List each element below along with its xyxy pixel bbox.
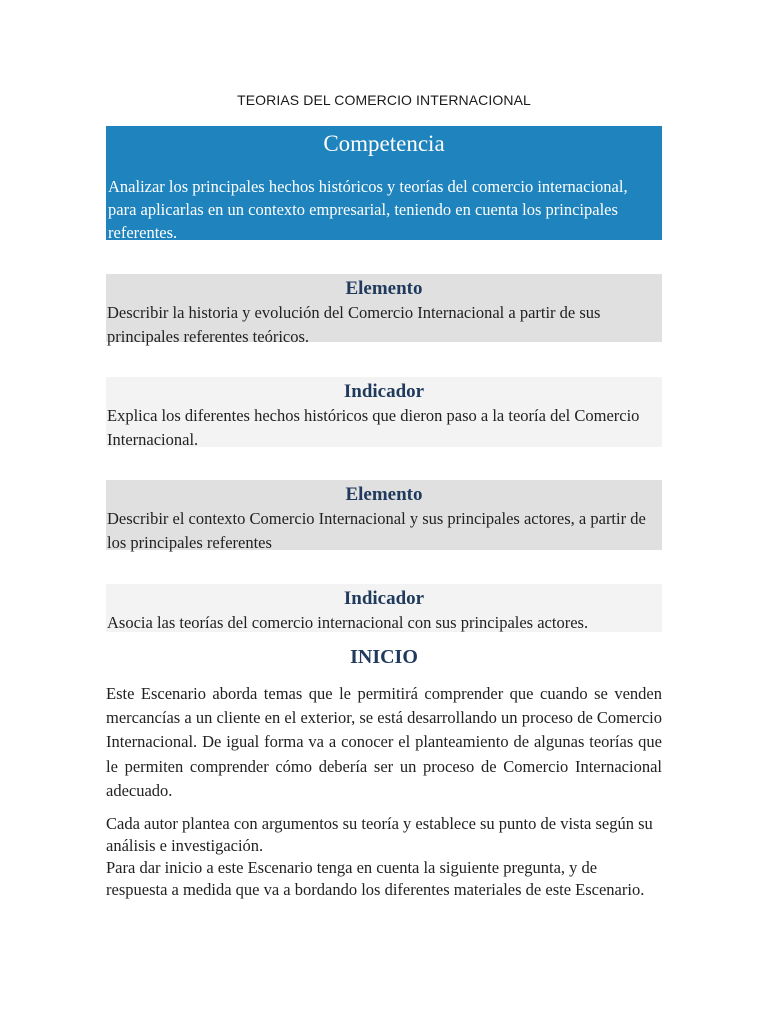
indicador-box-1 bbox=[106, 377, 662, 447]
inicio-paragraph-2-line-1: Cada autor plantea con argumentos su teoría y establece su punto de vista según su análisis e investigación. bbox=[106, 814, 653, 855]
inicio-paragraph-1: Este Escenario aborda temas que le permitirá comprender que cuando se venden mercancías a un cliente en el exterior, se está desarrollando un proceso de Comercio Internacional. De igual forma va a conocer el planteamiento de algunas teorías que le permiten comprender cómo debería ser un proceso de Comercio Internacional adecuado. bbox=[106, 684, 662, 800]
indicador-title-2: Indicador bbox=[343, 588, 425, 609]
elemento-text-1: Describir la historia y evolución del Comercio Internacional a partir de sus principales referentes teóricos. bbox=[107, 303, 601, 346]
indicador-box-2 bbox=[106, 584, 662, 632]
indicador-text-2: Asocia las teorías del comercio internacional con sus principales actores. bbox=[107, 613, 589, 632]
indicador-text-1: Explica los diferentes hechos históricos que dieron paso a la teoría del Comercio Internacional. bbox=[107, 406, 640, 449]
inicio-heading: INICIO bbox=[350, 646, 418, 668]
competencia-heading: Competencia bbox=[323, 131, 445, 156]
inicio-paragraph-2-line-2: Para dar inicio a este Escenario tenga en cuenta la siguiente pregunta, y de respuesta a medida que va a bordando los diferentes materiales de este Escenario. bbox=[106, 858, 645, 899]
indicador-title-1: Indicador bbox=[343, 381, 425, 402]
document-title: TEORIAS DEL COMERCIO INTERNACIONAL bbox=[237, 92, 531, 108]
competencia-text: Analizar los principales hechos históricos y teorías del comercio internacional, para aplicarlas en un contexto empresarial, teniendo en cuenta los principales referentes. bbox=[108, 177, 628, 242]
elemento-title-2: Elemento bbox=[345, 484, 423, 505]
elemento-box-1 bbox=[106, 274, 662, 346]
elemento-title-1: Elemento bbox=[345, 278, 423, 299]
elemento-box-2 bbox=[106, 480, 662, 550]
competencia-box bbox=[106, 126, 662, 240]
elemento-text-2: Describir el contexto Comercio Internacional y sus principales actores, a partir de los principales referentes bbox=[107, 509, 646, 552]
inicio-paragraph-2 bbox=[106, 813, 662, 901]
